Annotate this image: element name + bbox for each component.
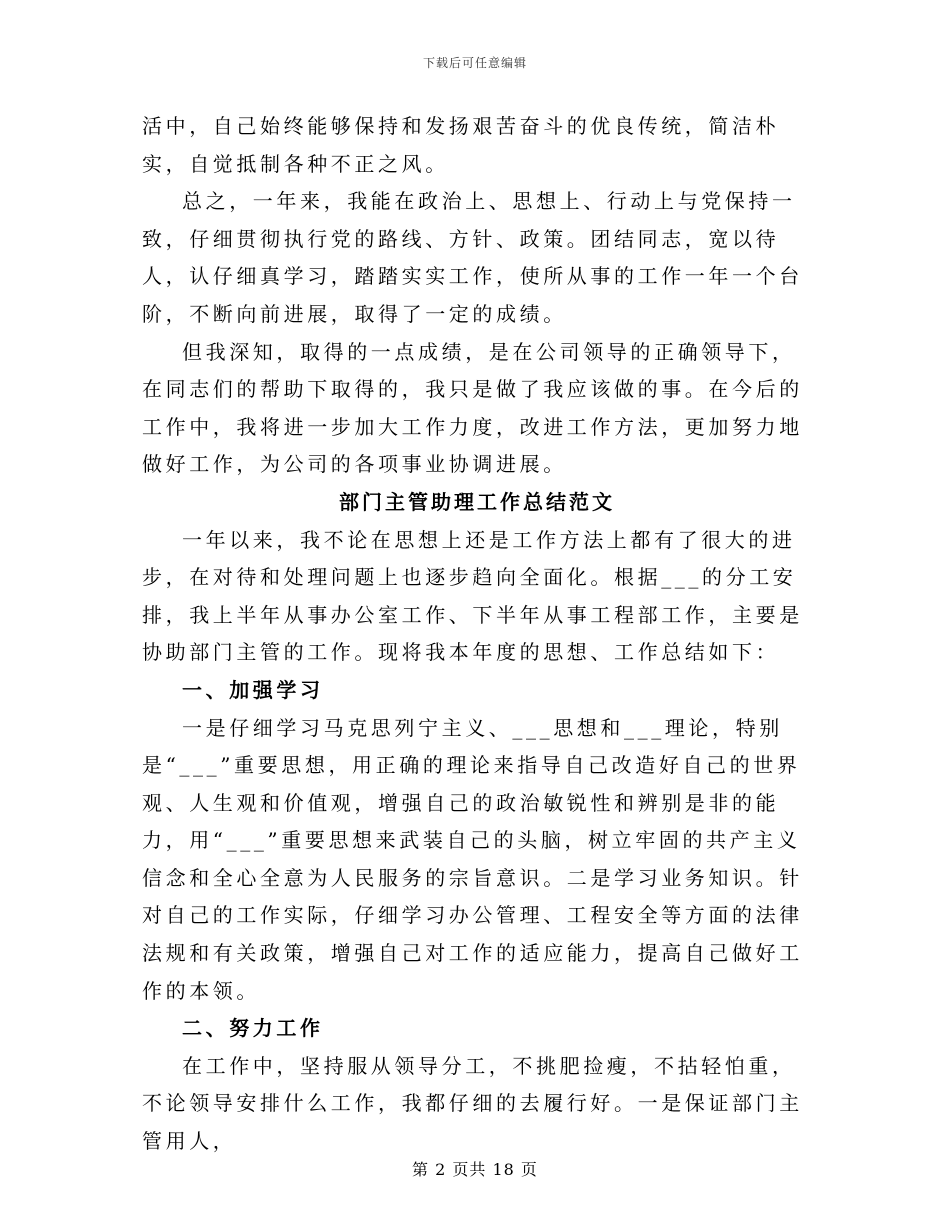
section-title: 部门主管助理工作总结范文 xyxy=(339,489,615,514)
paragraph-outlook: 但我深知，取得的一点成绩，是在公司领导的正确领导下，在同志们的帮助下取得的，我只是做了我应该做的事。在今后的工作中，我将进一步加大工作力度，改进工作方法，更加努力地做好工作，为公司的各项事业协调进展。 xyxy=(142,339,803,477)
paragraph-work: 在工作中，坚持服从领导分工，不挑肥捡瘦，不拈轻怕重，不论领导安排什么工作，我都仔细的去履行好。一是保证部门主管用人， xyxy=(142,1053,803,1154)
paragraph-continuation: 活中，自己始终能够保持和发扬艰苦奋斗的优良传统，简洁朴实，自觉抵制各种不正之风。 xyxy=(142,114,780,176)
paragraph-study: 一是仔细学习马克思列宁主义、___思想和___理论，特别是“___”重要思想，用正确的理论来指导自己改造好自己的世界观、人生观和价值观，增强自己的政治敏锐性和辨别是非的能力，用“___”重要思想来武装自己的头脑，树立牢固的共产主义信念和全心全意为人民服务的宗旨意识。二是学习业务知识。针对自己的工作实际，仔细学习办公管理、工程安全等方面的法律法规和有关政策，增强自己对工作的适应能力，提高自己做好工作的本领。 xyxy=(142,715,803,1003)
paragraph-intro: 一年以来，我不论在思想上还是工作方法上都有了很大的进步，在对待和处理问题上也逐步趋向全面化。根据___的分工安排，我上半年从事办公室工作、下半年从事工程部工作，主要是协助部门主管的工作。现将我本年度的思想、工作总结如下： xyxy=(142,527,803,665)
heading-study: 一、加强学习 xyxy=(182,677,324,702)
heading-work: 二、努力工作 xyxy=(182,1016,324,1041)
page-footer: 第 2 页共 18 页 xyxy=(412,1160,538,1179)
document-body xyxy=(142,108,812,1161)
paragraph-summary: 总之，一年来，我能在政治上、思想上、行动上与党保持一致，仔细贯彻执行党的路线、方针、政策。团结同志，宽以待人，认仔细真学习，踏踏实实工作，使所从事的工作一年一个台阶，不断向前进展，取得了一定的成绩。 xyxy=(142,189,803,326)
page-header: 下载后可任意编辑 xyxy=(422,56,527,70)
